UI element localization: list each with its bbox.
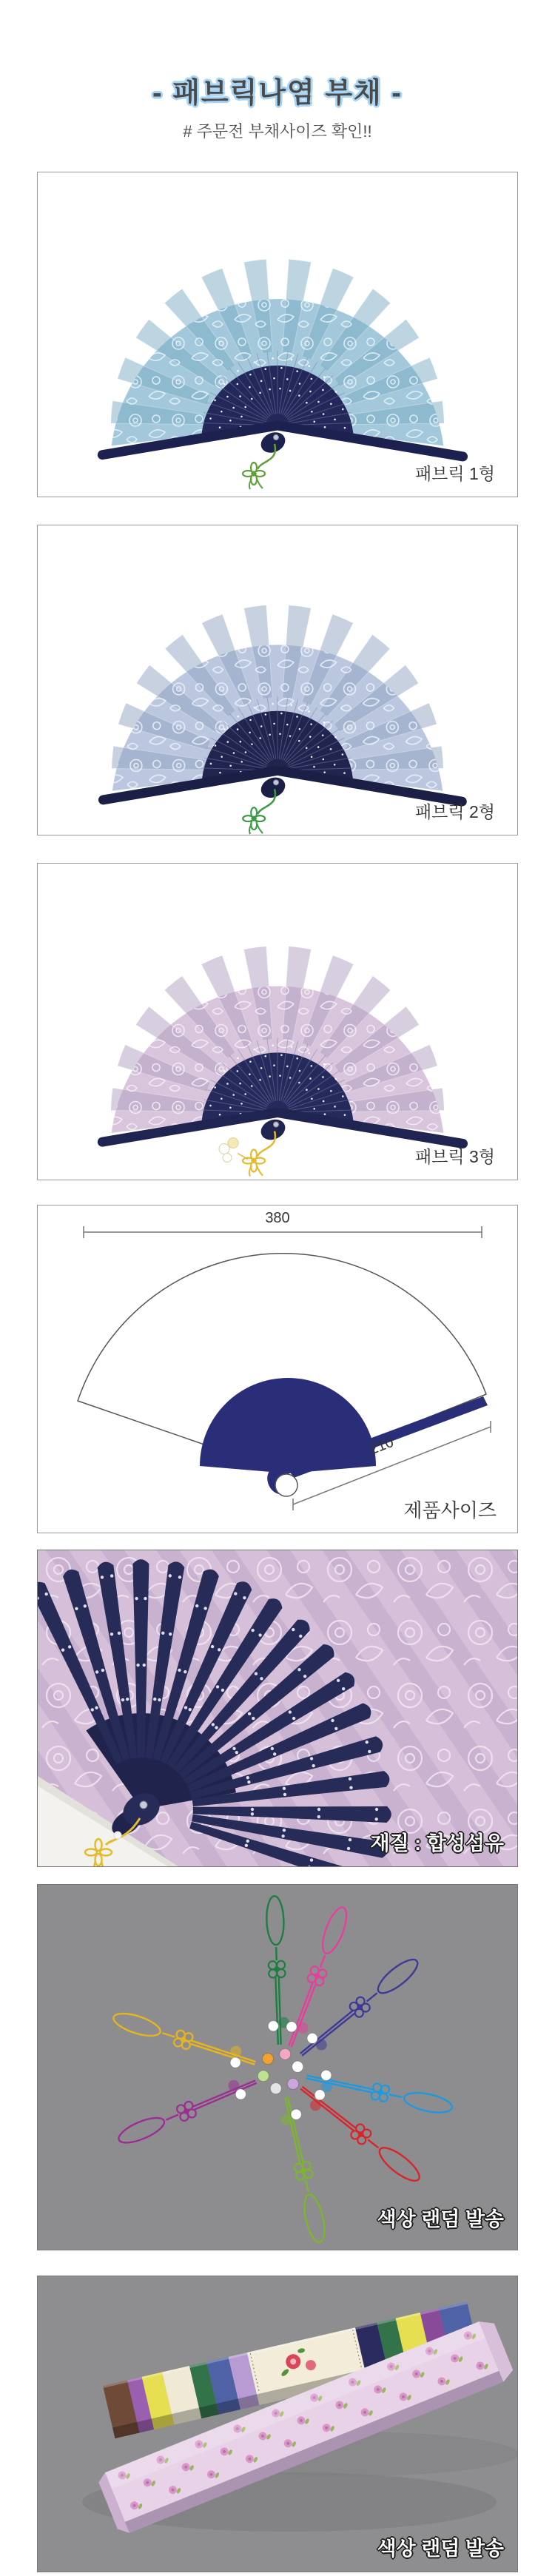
fan-type3-box [37,863,518,1180]
fan-type2-box [37,525,518,835]
material-closeup-illustration [38,1550,517,1866]
package-photo-box [37,2276,518,2572]
package-box-illustration [38,2276,517,2572]
material-photo-box [37,1550,518,1867]
fan-type3-label: 패브릭 3형 [414,1147,495,1166]
size-diagram-caption: 제품사이즈 [403,1499,497,1521]
package-random-color-caption: 색상 랜덤 발송 [377,2538,504,2560]
fan-type2-label: 패브릭 2형 [414,802,495,821]
tassel-knots-illustration [38,1885,517,2250]
tassel-random-color-caption: 색상 랜덤 발송 [377,2208,504,2230]
material-caption: 재질 : 합성섬유 [370,1832,504,1854]
page-subtitle: # 주문전 부채사이즈 확인!! [183,122,372,141]
tassel-photo-box [37,1884,518,2250]
handle-dimension-label: 210 [366,1433,397,1459]
fan-type1-box [37,172,518,497]
fan-type1-illustration [38,172,517,497]
fan-type1-label: 패브릭 1형 [414,464,495,483]
width-dimension-label: 380 [265,1210,290,1226]
page-title: - 패브릭나염 부채 - [152,78,403,109]
fan-type3-illustration [38,864,517,1180]
size-diagram-illustration [38,1205,517,1533]
size-diagram-box [37,1205,518,1533]
fan-type2-illustration [38,525,517,835]
